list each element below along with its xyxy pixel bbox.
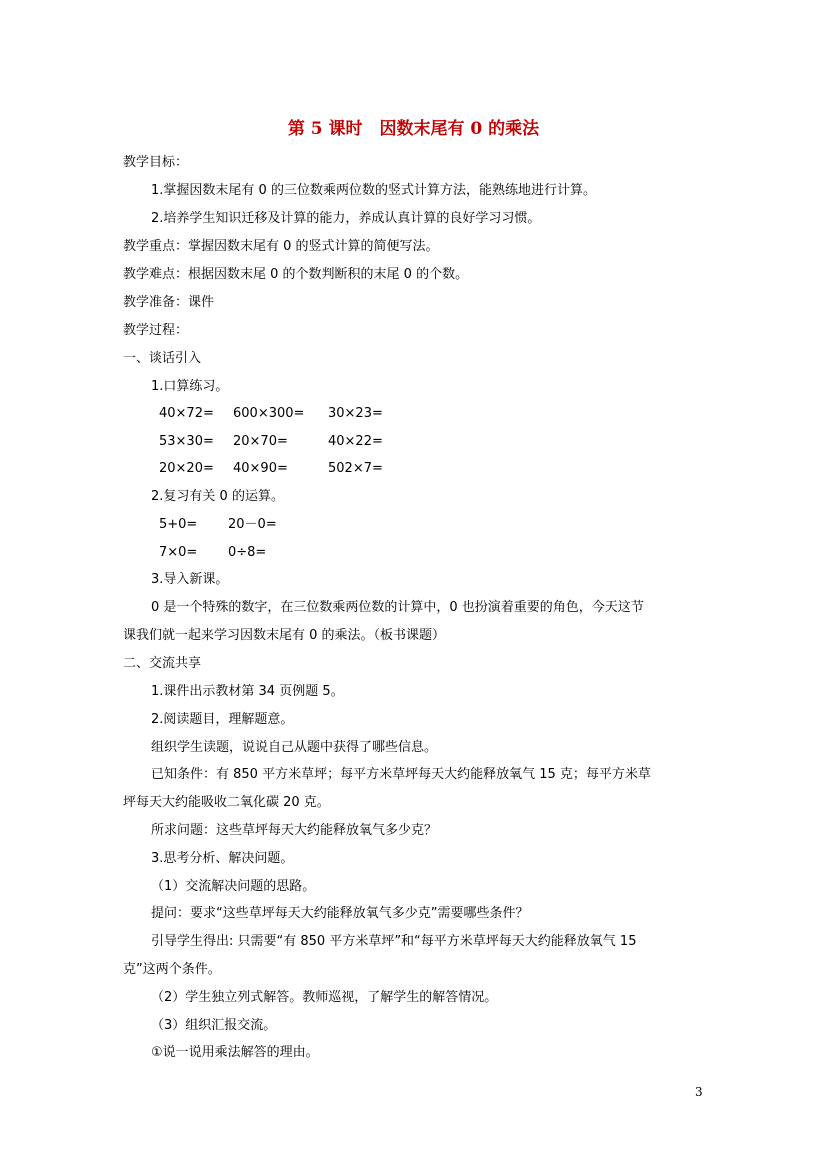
guide-text: 克”这两个条件。 [123,962,221,977]
oral-item: 20×20= [159,461,214,476]
section2-step1: 1.课件出示教材第 34 页例题 5。 [151,684,344,699]
section1-step2: 2.复习有关 0 的运算。 [151,489,284,504]
organize-text: 组织学生读题，说说自己从题中获得了哪些信息。 [151,740,438,755]
sub-step: （1）交流解决问题的思路。 [151,879,316,894]
question-text: 所求问题：这些草坪每天大约能释放氧气多少克？ [151,823,438,838]
section2-heading: 二、交流共享 [123,656,202,671]
oral-item: 502×7= [328,461,383,476]
difficulty: 教学难点：根据因数末尾 0 的个数判断积的末尾 0 的个数。 [123,267,469,282]
sub-step: （3）组织汇报交流。 [151,1018,277,1033]
process-heading: 教学过程： [123,323,189,338]
ask-text: 提问：要求“这些草坪每天大约能释放氧气多少克”需要哪些条件？ [151,906,529,921]
known-conditions: 已知条件：有 850 平方米草坪；每平方米草坪每天大约能释放氧气 15 克；每平方米草 [151,767,651,782]
guide-text: 引导学生得出: 只需要“有 850 平方米草坪”和“每平方米草坪每天大约能释放氧气 15 [151,934,637,949]
intro-paragraph: 课我们就一起来学习因数末尾有 0 的乘法。（板书课题） [123,628,446,643]
key-point: 教学重点：掌握因数末尾有 0 的竖式计算的简便写法。 [123,239,439,254]
oral-item: 600×300= [233,406,305,421]
intro-paragraph: 0 是一个特殊的数字，在三位数乘两位数的计算中，0 也扮演着重要的角色，今天这节 [151,600,644,615]
circle-item: ①说一说用乘法解答的理由。 [151,1045,319,1060]
zero-item: 20－0= [228,517,277,532]
objective-item: 2.培养学生知识迁移及计算的能力，养成认真计算的良好学习习惯。 [151,211,541,226]
section2-step2: 2.阅读题目，理解题意。 [151,712,294,727]
known-conditions: 坪每天大约能吸收二氧化碳 20 克。 [123,795,330,810]
oral-item: 40×90= [233,461,288,476]
objectives-heading: 教学目标： [123,155,189,170]
sub-step: （2）学生独立列式解答。教师巡视，了解学生的解答情况。 [151,990,498,1005]
zero-item: 5+0= [159,517,198,532]
lesson-title: 第 5 课时 因数末尾有 0 的乘法 [287,119,540,139]
page-number: 3 [695,1085,703,1099]
oral-item: 53×30= [159,434,214,449]
oral-item: 40×72= [159,406,214,421]
preparation: 教学准备：课件 [123,295,215,310]
section1-heading: 一、谈话引入 [123,351,202,366]
oral-item: 20×70= [233,434,288,449]
section1-step1: 1.口算练习。 [151,379,229,394]
oral-item: 30×23= [328,406,383,421]
objective-item: 1.掌握因数末尾有 0 的三位数乘两位数的竖式计算方法，能熟练地进行计算。 [151,183,596,198]
section2-step3: 3.思考分析、解决问题。 [151,851,294,866]
section1-step3: 3.导入新课。 [151,572,229,587]
zero-item: 7×0= [159,545,198,560]
zero-item: 0÷8= [228,545,267,560]
oral-item: 40×22= [328,434,383,449]
